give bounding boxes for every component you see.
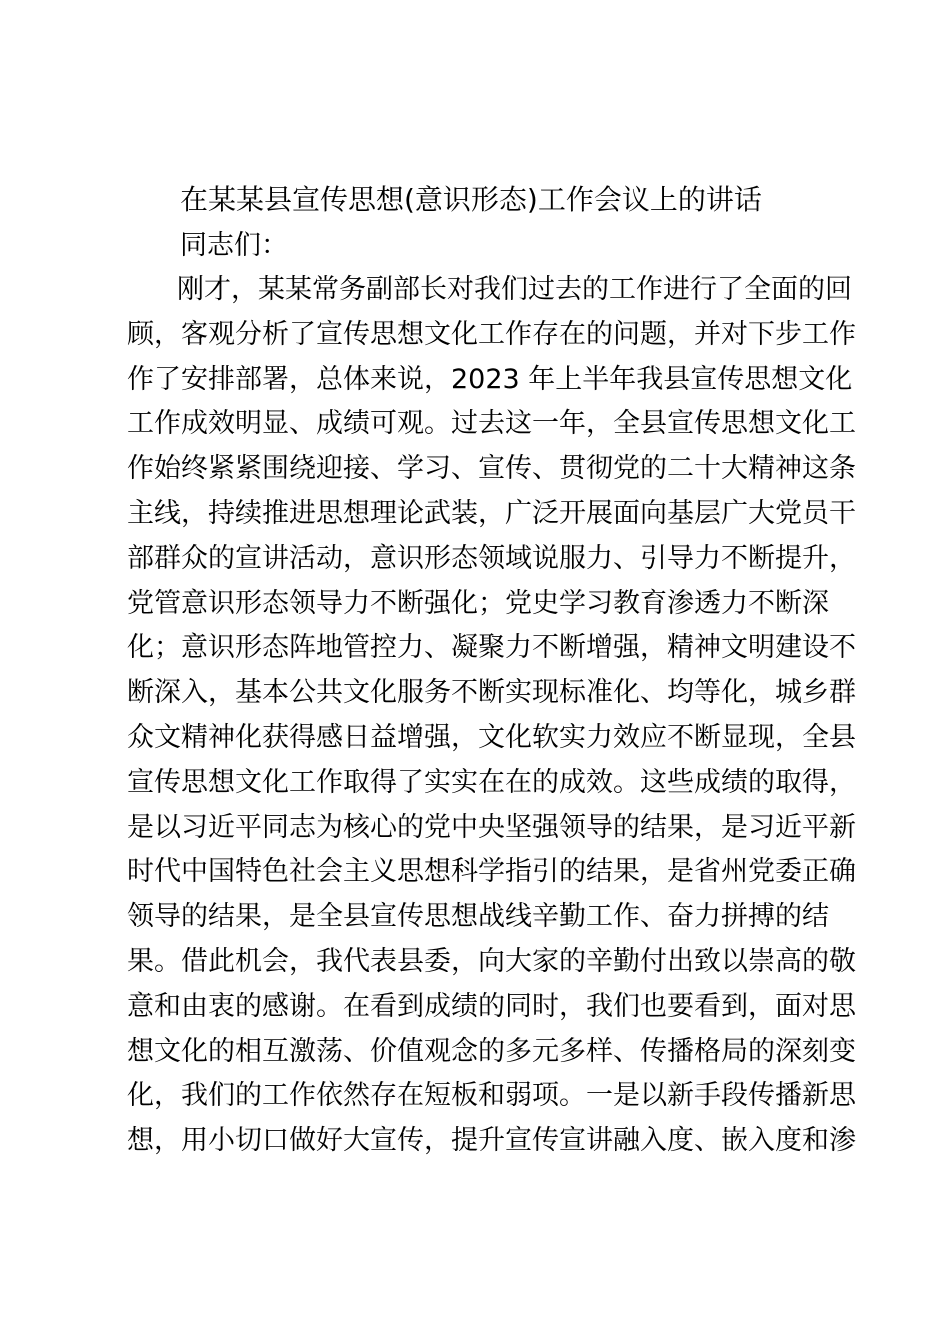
text-line: 部群众的宣讲活动，意识形态领域说服力、引导力不断提升， — [127, 542, 856, 574]
text-line: 作了安排部署，总体来说，2023 年上半年我县宣传思想文化 — [127, 363, 853, 395]
text-line: 想文化的相互激荡、价值观念的多元多样、传播格局的深刻变 — [127, 1035, 856, 1067]
text-line: 工作成效明显、成绩可观。过去这一年，全县宣传思想文化工 — [127, 408, 856, 440]
text-line: 化；意识形态阵地管控力、凝聚力不断增强，精神文明建设不 — [127, 632, 856, 664]
body-paragraph — [127, 268, 856, 1164]
text-line: 宣传思想文化工作取得了实实在在的成效。这些成绩的取得， — [127, 766, 856, 798]
text-line: 主线，持续推进思想理论武装，广泛开展面向基层广大党员干 — [127, 497, 856, 529]
text-line: 顾，客观分析了宣传思想文化工作存在的问题，并对下步工作 — [127, 318, 856, 350]
text-line: 作始终紧紧围绕迎接、学习、宣传、贯彻党的二十大精神这条 — [127, 453, 856, 485]
text-line: 领导的结果，是全县宣传思想战线辛勤工作、奋力拼搏的结 — [127, 901, 829, 933]
text-line: 果。借此机会，我代表县委，向大家的辛勤付出致以崇高的敬 — [127, 945, 856, 977]
text-line: 意和由衷的感谢。在看到成绩的同时，我们也要看到，面对思 — [127, 990, 856, 1022]
text-line: 党管意识形态领导力不断强化；党史学习教育渗透力不断深 — [127, 587, 829, 619]
salutation: 同志们： — [180, 230, 288, 261]
text-line: 断深入，基本公共文化服务不断实现标准化、均等化，城乡群 — [127, 677, 856, 709]
text-line: 化，我们的工作依然存在短板和弱项。一是以新手段传播新思 — [127, 1080, 856, 1112]
text-line: 是以习近平同志为核心的党中央坚强领导的结果，是习近平新 — [127, 811, 856, 843]
document-title: 在某某县宣传思想(意识形态)工作会议上的讲话 — [180, 183, 762, 216]
text-line: 想，用小切口做好大宣传，提升宣传宣讲融入度、嵌入度和渗 — [127, 1125, 856, 1157]
text-line: 刚才，某某常务副部长对我们过去的工作进行了全面的回 — [177, 274, 852, 305]
text-line: 众文精神化获得感日益增强，文化软实力效应不断显现，全县 — [127, 721, 856, 753]
text-line: 时代中国特色社会主义思想科学指引的结果，是省州党委正确 — [127, 856, 856, 888]
